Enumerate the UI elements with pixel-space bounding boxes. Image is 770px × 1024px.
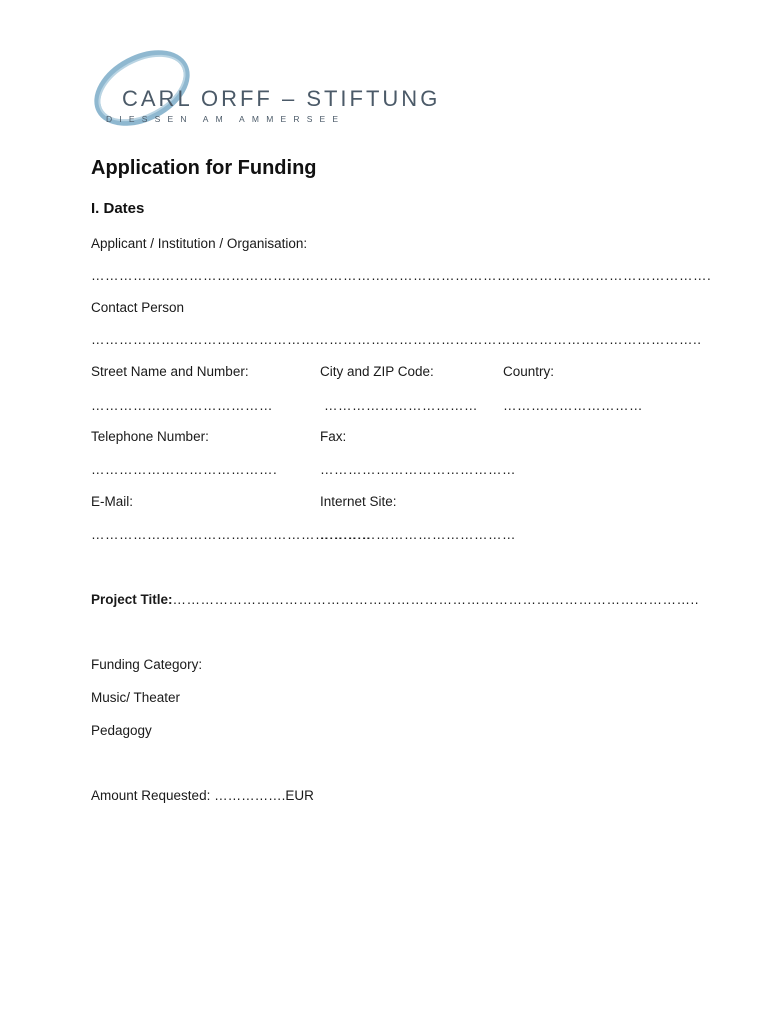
internet-field[interactable]: …………………………………… — [320, 527, 516, 542]
section-heading: I. Dates — [91, 200, 145, 217]
applicant-field[interactable]: ……………………………………………………………………………………………………………………. — [91, 268, 712, 283]
street-label: Street Name and Number: — [91, 364, 249, 379]
page-title: Application for Funding — [91, 157, 317, 179]
street-field[interactable]: ………………………………… — [91, 398, 273, 413]
email-field[interactable]: …………………………………………………… — [91, 527, 371, 542]
country-field[interactable]: ………………………… — [503, 398, 643, 413]
contact-label: Contact Person — [91, 300, 185, 315]
fax-field[interactable]: …………………………………… — [320, 462, 516, 477]
project-title-field[interactable]: ………………………………………………………………………………………………….. — [172, 592, 700, 607]
telephone-field[interactable]: …………………………………. — [91, 462, 278, 477]
email-label: E-Mail: — [91, 494, 134, 509]
category-music-theater[interactable]: Music/ Theater — [91, 690, 181, 705]
contact-field[interactable]: ………………………………………………………………………………………………………………….. — [91, 332, 702, 347]
city-label: City and ZIP Code: — [320, 364, 434, 379]
fax-label: Fax: — [320, 429, 347, 444]
telephone-label: Telephone Number: — [91, 429, 209, 444]
city-field[interactable]: …………………………… — [324, 398, 478, 413]
logo-subtitle: DIESSEN AM AMMERSEE — [106, 114, 346, 124]
amount-requested[interactable]: Amount Requested: …………….EUR — [91, 788, 314, 803]
internet-label: Internet Site: — [320, 494, 397, 509]
project-title-row — [91, 592, 699, 607]
logo-name: CARL ORFF – STIFTUNG — [122, 86, 441, 111]
applicant-label: Applicant / Institution / Organisation: — [91, 236, 308, 251]
project-title-label: Project Title: — [91, 592, 173, 607]
country-label: Country: — [503, 364, 555, 379]
category-pedagogy[interactable]: Pedagogy — [91, 723, 152, 738]
funding-category-label: Funding Category: — [91, 657, 203, 672]
